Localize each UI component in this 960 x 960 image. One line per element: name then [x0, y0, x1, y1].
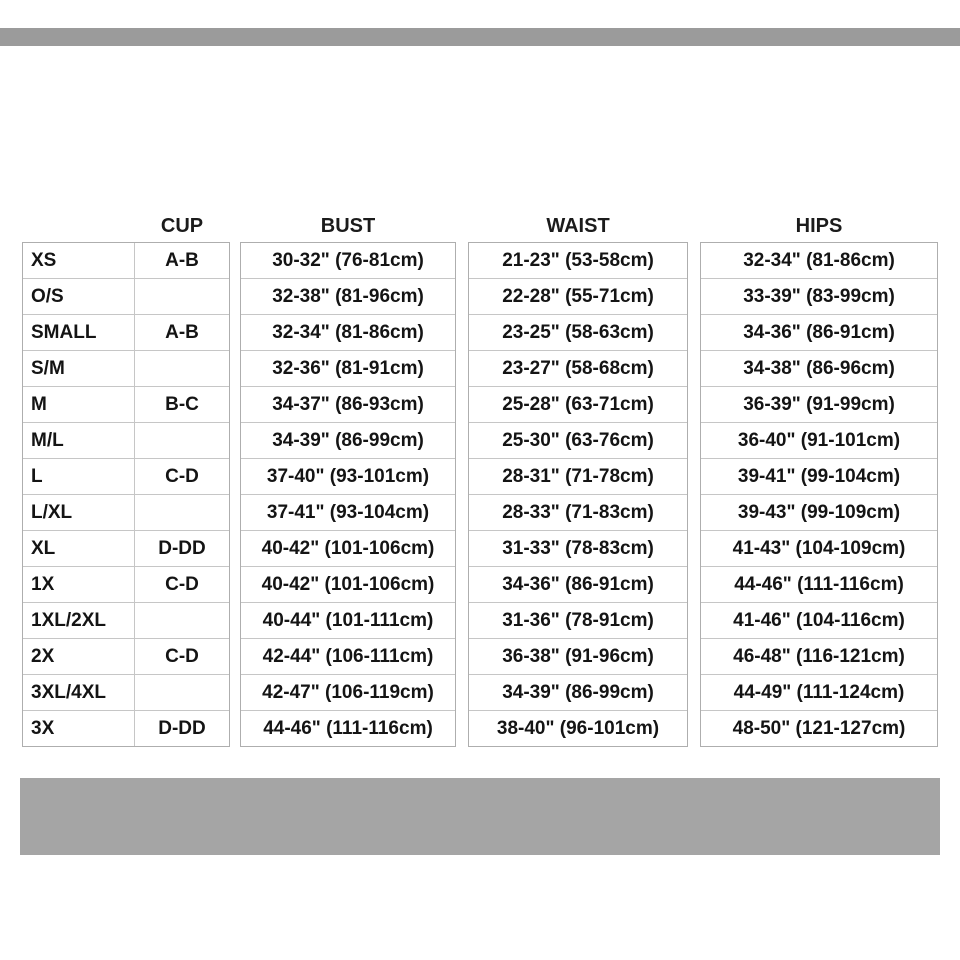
table-body	[22, 242, 938, 747]
column-gap	[456, 242, 468, 747]
size-chart-table	[22, 210, 938, 747]
table-row	[241, 350, 455, 386]
size-cell: SMALL	[23, 315, 135, 350]
table-row	[23, 458, 229, 494]
table-row	[701, 638, 937, 674]
table-row	[241, 638, 455, 674]
cup-cell: D-DD	[158, 717, 206, 739]
table-row	[469, 422, 687, 458]
table-row	[701, 674, 937, 710]
size-cell: L/XL	[23, 495, 135, 530]
hips-cell: 46-48" (116-121cm)	[733, 645, 905, 667]
size-cell: 2X	[23, 639, 135, 674]
bust-cell: 42-44" (106-111cm)	[262, 645, 434, 667]
waist-cell: 31-33" (78-83cm)	[502, 537, 654, 559]
waist-cell: 22-28" (55-71cm)	[502, 285, 654, 307]
waist-cell: 31-36" (78-91cm)	[502, 609, 654, 631]
column-gap	[688, 242, 700, 747]
column-header-hips: HIPS	[795, 214, 843, 237]
table-row	[23, 566, 229, 602]
hips-cell: 44-49" (111-124cm)	[733, 681, 905, 703]
table-row	[701, 422, 937, 458]
size-cell: M	[23, 387, 135, 422]
table-row	[23, 386, 229, 422]
hips-cell: 41-46" (104-116cm)	[733, 609, 905, 631]
cup-cell	[135, 423, 229, 458]
waist-cell: 36-38" (91-96cm)	[502, 645, 654, 667]
size-cell: S/M	[23, 351, 135, 386]
table-row	[701, 278, 937, 314]
table-row	[23, 638, 229, 674]
waist-cell: 34-36" (86-91cm)	[502, 573, 654, 595]
size-cell: 1XL/2XL	[23, 603, 135, 638]
top-divider-bar	[0, 28, 960, 46]
table-row	[469, 530, 687, 566]
table-row	[23, 278, 229, 314]
hips-cell: 34-38" (86-96cm)	[743, 357, 895, 379]
bust-column	[240, 242, 456, 747]
cup-cell: C-D	[165, 573, 199, 595]
table-row	[23, 494, 229, 530]
hips-cell: 44-46" (111-116cm)	[734, 573, 904, 595]
size-cell: 1X	[23, 567, 135, 602]
table-row	[241, 674, 455, 710]
table-row	[701, 530, 937, 566]
table-row	[701, 458, 937, 494]
table-row	[23, 674, 229, 710]
cup-cell	[135, 495, 229, 530]
bust-cell: 40-42" (101-106cm)	[261, 573, 435, 595]
hips-cell: 32-34" (81-86cm)	[743, 249, 895, 271]
cup-cell: B-C	[165, 393, 199, 415]
table-row	[469, 494, 687, 530]
column-header-cup: CUP	[160, 214, 204, 237]
bust-cell: 42-47" (106-119cm)	[262, 681, 434, 703]
table-row	[241, 386, 455, 422]
hips-cell: 41-43" (104-109cm)	[732, 537, 906, 559]
column-header-waist: WAIST	[546, 214, 610, 237]
cup-cell: A-B	[165, 321, 199, 343]
waist-cell: 25-28" (63-71cm)	[502, 393, 654, 415]
waist-cell: 34-39" (86-99cm)	[502, 681, 654, 703]
table-header-row	[22, 210, 938, 242]
table-row	[469, 278, 687, 314]
table-row	[241, 710, 455, 746]
waist-column	[468, 242, 688, 747]
column-header-bust: BUST	[320, 214, 376, 237]
table-row	[23, 350, 229, 386]
table-row	[469, 458, 687, 494]
column-gap	[230, 242, 240, 747]
table-row	[469, 710, 687, 746]
waist-cell: 23-27" (58-68cm)	[502, 357, 654, 379]
table-row	[469, 314, 687, 350]
table-row	[469, 386, 687, 422]
table-row	[701, 602, 937, 638]
bust-cell: 32-34" (81-86cm)	[272, 321, 424, 343]
table-row	[701, 350, 937, 386]
waist-cell: 28-33" (71-83cm)	[502, 501, 654, 523]
table-row	[23, 602, 229, 638]
table-row	[241, 458, 455, 494]
table-row	[469, 674, 687, 710]
cup-cell: C-D	[165, 645, 199, 667]
table-row	[701, 566, 937, 602]
table-row	[23, 422, 229, 458]
cup-cell	[135, 675, 229, 710]
hips-cell: 39-41" (99-104cm)	[737, 465, 901, 487]
hips-cell: 34-36" (86-91cm)	[743, 321, 895, 343]
cup-cell: D-DD	[158, 537, 206, 559]
cup-cell	[135, 351, 229, 386]
table-row	[469, 638, 687, 674]
hips-cell: 39-43" (99-109cm)	[737, 501, 901, 523]
bust-cell: 34-37" (86-93cm)	[272, 393, 424, 415]
table-row	[469, 566, 687, 602]
bust-cell: 34-39" (86-99cm)	[272, 429, 424, 451]
size-cup-column	[22, 242, 230, 747]
cup-cell: A-B	[165, 249, 199, 271]
table-row	[23, 710, 229, 746]
table-row	[241, 566, 455, 602]
size-cell: L	[23, 459, 135, 494]
waist-cell: 28-31" (71-78cm)	[502, 465, 654, 487]
size-cell: XL	[23, 531, 135, 566]
bottom-banner-bar	[20, 778, 940, 855]
cup-cell	[135, 279, 229, 314]
hips-cell: 36-39" (91-99cm)	[743, 393, 895, 415]
table-row	[241, 314, 455, 350]
table-row	[701, 710, 937, 746]
bust-cell: 40-44" (101-111cm)	[262, 609, 434, 631]
table-row	[469, 602, 687, 638]
table-row	[701, 494, 937, 530]
table-row	[23, 530, 229, 566]
bust-cell: 40-42" (101-106cm)	[261, 537, 435, 559]
bust-cell: 44-46" (111-116cm)	[263, 717, 433, 739]
hips-column	[700, 242, 938, 747]
waist-cell: 23-25" (58-63cm)	[502, 321, 654, 343]
bust-cell: 30-32" (76-81cm)	[272, 249, 424, 271]
cup-cell	[135, 603, 229, 638]
table-row	[701, 243, 937, 278]
bust-cell: 32-36" (81-91cm)	[272, 357, 424, 379]
waist-cell: 21-23" (53-58cm)	[502, 249, 654, 271]
table-row	[469, 350, 687, 386]
size-cell: O/S	[23, 279, 135, 314]
bust-cell: 37-41" (93-104cm)	[266, 501, 430, 523]
table-row	[701, 386, 937, 422]
size-cell: XS	[23, 243, 135, 278]
waist-cell: 25-30" (63-76cm)	[502, 429, 654, 451]
table-row	[241, 422, 455, 458]
table-row	[701, 314, 937, 350]
hips-cell: 36-40" (91-101cm)	[737, 429, 901, 451]
size-cell: 3XL/4XL	[23, 675, 135, 710]
size-cell: 3X	[23, 711, 135, 746]
bust-cell: 32-38" (81-96cm)	[272, 285, 424, 307]
table-row	[241, 530, 455, 566]
cup-cell: C-D	[165, 465, 199, 487]
waist-cell: 38-40" (96-101cm)	[496, 717, 660, 739]
table-row	[241, 243, 455, 278]
table-row	[23, 314, 229, 350]
table-row	[241, 278, 455, 314]
size-cell: M/L	[23, 423, 135, 458]
table-row	[241, 494, 455, 530]
table-row	[241, 602, 455, 638]
table-row	[469, 243, 687, 278]
table-row	[23, 243, 229, 278]
hips-cell: 33-39" (83-99cm)	[743, 285, 895, 307]
bust-cell: 37-40" (93-101cm)	[266, 465, 430, 487]
hips-cell: 48-50" (121-127cm)	[732, 717, 906, 739]
